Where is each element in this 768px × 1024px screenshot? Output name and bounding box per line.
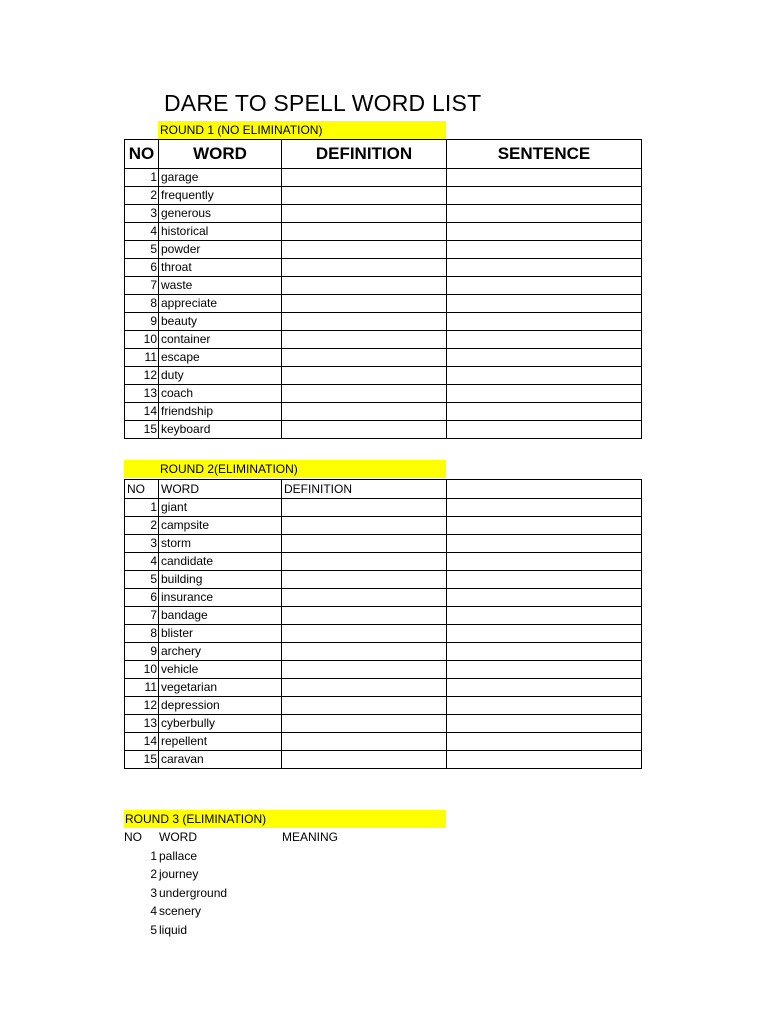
round3-label: ROUND 3 (ELIMINATION)	[125, 812, 267, 826]
header-definition: DEFINITION	[282, 480, 447, 499]
row-definition-cell[interactable]	[282, 535, 447, 553]
row-definition-cell[interactable]	[282, 517, 447, 535]
row-word: container	[159, 331, 282, 349]
row-definition-cell[interactable]	[282, 589, 447, 607]
row-number: 10	[125, 331, 159, 349]
row-number: 2	[125, 517, 159, 535]
row-definition-cell[interactable]	[282, 331, 447, 349]
row-number: 8	[125, 625, 159, 643]
table-row	[125, 535, 642, 553]
row-number: 2	[150, 867, 157, 881]
row-definition-cell[interactable]	[282, 385, 447, 403]
table-row	[125, 349, 642, 367]
row-number: 14	[125, 733, 159, 751]
round1-table	[124, 139, 642, 439]
row-word: escape	[159, 349, 282, 367]
table-row	[125, 241, 642, 259]
row-word: historical	[159, 223, 282, 241]
row-definition-cell[interactable]	[282, 625, 447, 643]
row-sentence-cell[interactable]	[447, 277, 642, 295]
row-number: 12	[125, 367, 159, 385]
row-number: 11	[125, 679, 159, 697]
row-number: 11	[125, 349, 159, 367]
row-number: 4	[150, 904, 157, 918]
row-sentence-cell[interactable]	[447, 259, 642, 277]
row-definition-cell[interactable]	[282, 571, 447, 589]
header-word: WORD	[159, 140, 282, 169]
table-row	[125, 421, 642, 439]
row-word: journey	[159, 867, 199, 881]
row-word: waste	[159, 277, 282, 295]
table-row	[125, 607, 642, 625]
header-word: WORD	[159, 480, 282, 499]
row-number: 2	[125, 187, 159, 205]
row-definition-cell[interactable]	[282, 553, 447, 571]
table-row	[125, 589, 642, 607]
row-extra-cell[interactable]	[447, 499, 642, 517]
row-sentence-cell[interactable]	[447, 223, 642, 241]
row-definition-cell[interactable]	[282, 607, 447, 625]
row-word: insurance	[159, 589, 282, 607]
row-word: cyberbully	[159, 715, 282, 733]
row-definition-cell[interactable]	[282, 277, 447, 295]
row-number: 1	[125, 169, 159, 187]
row-number: 5	[125, 571, 159, 589]
row-definition-cell[interactable]	[282, 421, 447, 439]
row-number: 15	[125, 421, 159, 439]
row-sentence-cell[interactable]	[447, 295, 642, 313]
table-row	[125, 367, 642, 385]
table-row	[125, 277, 642, 295]
row-number: 3	[125, 205, 159, 223]
row-word: coach	[159, 385, 282, 403]
row-definition-cell[interactable]	[282, 661, 447, 679]
row-number: 13	[125, 715, 159, 733]
row-extra-cell[interactable]	[447, 661, 642, 679]
row-number: 13	[125, 385, 159, 403]
table-row	[125, 223, 642, 241]
row-extra-cell[interactable]	[447, 625, 642, 643]
round2-label: ROUND 2(ELIMINATION)	[160, 462, 298, 476]
row-number: 3	[125, 535, 159, 553]
row-definition-cell[interactable]	[282, 733, 447, 751]
row-definition-cell[interactable]	[282, 367, 447, 385]
row-definition-cell[interactable]	[282, 679, 447, 697]
row-word: powder	[159, 241, 282, 259]
row-extra-cell[interactable]	[447, 607, 642, 625]
row-word: generous	[159, 205, 282, 223]
round1-label: ROUND 1 (NO ELIMINATION)	[160, 123, 323, 137]
row-word: storm	[159, 535, 282, 553]
row-definition-cell[interactable]	[282, 169, 447, 187]
row-word: duty	[159, 367, 282, 385]
round2-header-row	[125, 480, 642, 499]
row-number: 4	[125, 223, 159, 241]
row-number: 9	[125, 313, 159, 331]
row-definition-cell[interactable]	[282, 187, 447, 205]
row-extra-cell[interactable]	[447, 643, 642, 661]
table-row	[125, 169, 642, 187]
table-row	[125, 205, 642, 223]
table-row	[125, 187, 642, 205]
row-word: vehicle	[159, 661, 282, 679]
table-row	[125, 697, 642, 715]
row-sentence-cell[interactable]	[447, 385, 642, 403]
row-definition-cell[interactable]	[282, 349, 447, 367]
row-extra-cell[interactable]	[447, 517, 642, 535]
row-word: candidate	[159, 553, 282, 571]
row-word: giant	[159, 499, 282, 517]
row-extra-cell[interactable]	[447, 679, 642, 697]
row-number: 5	[125, 241, 159, 259]
table-row	[125, 661, 642, 679]
row-sentence-cell[interactable]	[447, 349, 642, 367]
table-row	[125, 679, 642, 697]
row-sentence-cell[interactable]	[447, 331, 642, 349]
row-number: 4	[125, 553, 159, 571]
row-word: archery	[159, 643, 282, 661]
row-definition-cell[interactable]	[282, 313, 447, 331]
row-number: 8	[125, 295, 159, 313]
row-definition-cell[interactable]	[282, 241, 447, 259]
table-row	[125, 625, 642, 643]
row-number: 3	[150, 885, 157, 900]
round2-table	[124, 479, 642, 769]
row-word: appreciate	[159, 295, 282, 313]
row-number: 7	[125, 277, 159, 295]
row-definition-cell[interactable]	[282, 403, 447, 421]
row-word: building	[159, 571, 282, 589]
row-number: 6	[125, 589, 159, 607]
row-word: liquid	[159, 922, 188, 937]
row-extra-cell[interactable]	[447, 733, 642, 751]
row-word: frequently	[159, 187, 282, 205]
table-row	[125, 643, 642, 661]
round1-header-row	[125, 140, 642, 169]
row-extra-cell[interactable]	[447, 553, 642, 571]
table-row	[125, 715, 642, 733]
round1-banner	[158, 121, 446, 139]
row-sentence-cell[interactable]	[447, 205, 642, 223]
row-sentence-cell[interactable]	[447, 187, 642, 205]
row-sentence-cell[interactable]	[447, 241, 642, 259]
row-word: beauty	[159, 313, 282, 331]
row-definition-cell[interactable]	[282, 499, 447, 517]
row-word: bandage	[159, 607, 282, 625]
row-sentence-cell[interactable]	[447, 313, 642, 331]
row-definition-cell[interactable]	[282, 697, 447, 715]
table-row	[125, 517, 642, 535]
row-extra-cell[interactable]	[447, 697, 642, 715]
round2-rows	[125, 499, 642, 769]
table-row	[125, 571, 642, 589]
row-word: keyboard	[159, 421, 282, 439]
header-meaning: MEANING	[282, 830, 339, 844]
row-number: 15	[125, 751, 159, 769]
header-empty	[447, 480, 642, 499]
header-word: WORD	[159, 830, 197, 844]
row-number: 5	[150, 922, 157, 937]
row-word: garage	[159, 169, 282, 187]
row-word: scenery	[159, 904, 202, 918]
round3-banner	[124, 810, 446, 828]
row-number: 1	[150, 848, 157, 863]
row-definition-cell[interactable]	[282, 751, 447, 769]
header-no: NO	[124, 830, 142, 844]
row-number: 1	[125, 499, 159, 517]
row-sentence-cell[interactable]	[447, 421, 642, 439]
row-definition-cell[interactable]	[282, 643, 447, 661]
row-number: 10	[125, 661, 159, 679]
row-definition-cell[interactable]	[282, 295, 447, 313]
table-row	[125, 331, 642, 349]
table-row	[125, 553, 642, 571]
row-word: friendship	[159, 403, 282, 421]
row-word: pallace	[159, 848, 198, 863]
row-number: 7	[125, 607, 159, 625]
table-row	[125, 499, 642, 517]
table-row	[125, 313, 642, 331]
row-word: repellent	[159, 733, 282, 751]
row-extra-cell[interactable]	[447, 715, 642, 733]
page-title: DARE TO SPELL WORD LIST	[164, 90, 482, 116]
row-number: 9	[125, 643, 159, 661]
row-definition-cell[interactable]	[282, 205, 447, 223]
table-row	[125, 295, 642, 313]
table-row	[125, 259, 642, 277]
row-sentence-cell[interactable]	[447, 367, 642, 385]
row-number: 6	[125, 259, 159, 277]
row-word: blister	[159, 625, 282, 643]
row-definition-cell[interactable]	[282, 259, 447, 277]
row-word: underground	[159, 885, 228, 900]
row-number: 12	[125, 697, 159, 715]
row-number: 14	[125, 403, 159, 421]
table-row	[125, 751, 642, 769]
row-extra-cell[interactable]	[447, 589, 642, 607]
row-word: throat	[159, 259, 282, 277]
row-word: campsite	[159, 517, 282, 535]
row-word: caravan	[159, 751, 282, 769]
header-no: NO	[125, 140, 159, 169]
round1-rows	[125, 169, 642, 439]
table-row	[125, 385, 642, 403]
row-word: depression	[159, 697, 282, 715]
row-sentence-cell[interactable]	[447, 403, 642, 421]
row-definition-cell[interactable]	[282, 715, 447, 733]
row-extra-cell[interactable]	[447, 571, 642, 589]
round2-banner	[124, 460, 446, 478]
row-sentence-cell[interactable]	[447, 169, 642, 187]
row-extra-cell[interactable]	[447, 535, 642, 553]
row-definition-cell[interactable]	[282, 223, 447, 241]
header-definition: DEFINITION	[282, 140, 447, 169]
table-row	[125, 733, 642, 751]
table-row	[125, 403, 642, 421]
row-word: vegetarian	[159, 679, 282, 697]
row-extra-cell[interactable]	[447, 751, 642, 769]
header-no: NO	[125, 480, 159, 499]
header-sentence: SENTENCE	[447, 140, 642, 169]
